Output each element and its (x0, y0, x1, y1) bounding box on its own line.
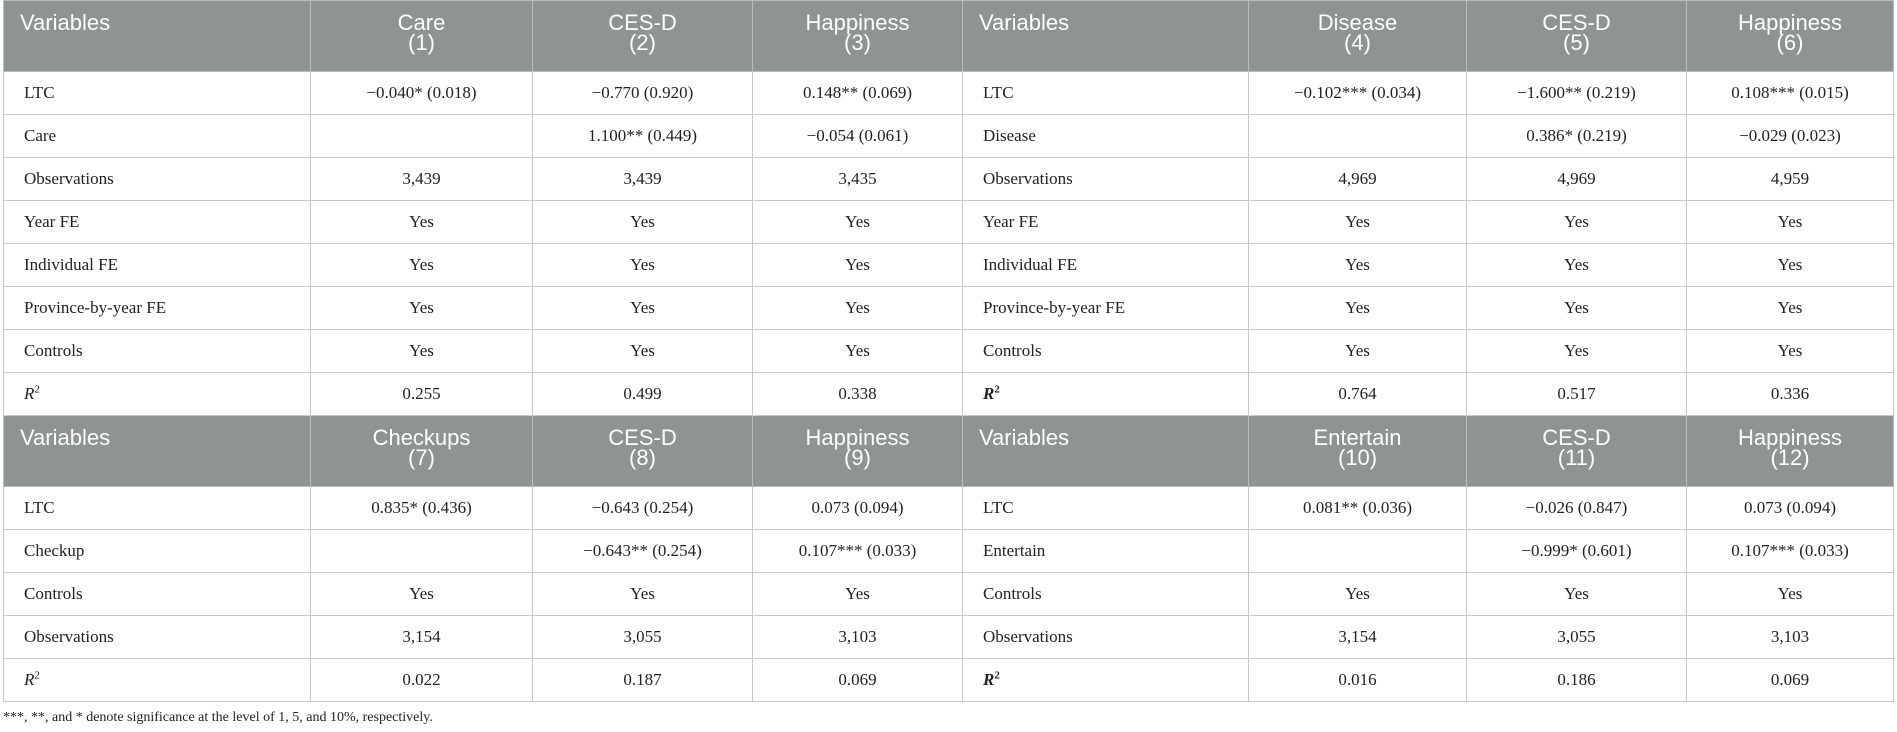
table-row (4, 201, 1894, 244)
column-header-name: CES-D (608, 425, 677, 450)
table-cell: Yes (1467, 244, 1687, 287)
table-cell: 1.100** (0.449) (533, 115, 753, 158)
table-cell: 0.107*** (0.033) (1687, 530, 1894, 573)
column-header-number: (2) (629, 30, 656, 55)
column-header-name: Entertain (1313, 425, 1402, 450)
table-cell: Yes (1467, 287, 1687, 330)
row-label: Care (4, 115, 311, 158)
table-cell: 0.338 (753, 373, 963, 416)
row-label: Controls (963, 330, 1249, 373)
column-header-number: (9) (844, 445, 871, 470)
row-label: LTC (4, 487, 311, 530)
table-cell: Yes (311, 201, 533, 244)
table-cell: Yes (1249, 201, 1467, 244)
column-header-number: (8) (629, 445, 656, 470)
column-header-name: CES-D (1542, 10, 1611, 35)
r-squared-label: $R^2$ (24, 669, 40, 690)
row-label: Year FE (4, 201, 311, 244)
table-cell: 0.255 (311, 373, 533, 416)
table-cell: Yes (1687, 330, 1894, 373)
regression-table (3, 0, 1894, 702)
header-variables-label: Variables (4, 416, 311, 487)
table-cell: 0.069 (753, 659, 963, 702)
row-label: Controls (4, 330, 311, 373)
table-cell: 0.069 (1687, 659, 1894, 702)
row-label: Disease (963, 115, 1249, 158)
table-cell: 0.081** (0.036) (1249, 487, 1467, 530)
table-cell: Yes (1467, 573, 1687, 616)
table-row (4, 72, 1894, 115)
row-label: Observations (963, 616, 1249, 659)
row-label (4, 659, 311, 702)
table-cell: Yes (1467, 330, 1687, 373)
row-label: Observations (4, 616, 311, 659)
table-cell: Yes (1467, 201, 1687, 244)
row-label: Province-by-year FE (963, 287, 1249, 330)
table-cell: Yes (311, 573, 533, 616)
table-cell: Yes (1687, 244, 1894, 287)
table-cell: 0.148** (0.069) (753, 72, 963, 115)
table-cell: 4,959 (1687, 158, 1894, 201)
table-cell: Yes (533, 573, 753, 616)
table-cell: 4,969 (1249, 158, 1467, 201)
column-header (1687, 1, 1894, 72)
table-cell: −0.643** (0.254) (533, 530, 753, 573)
table-row (4, 330, 1894, 373)
table-row (4, 158, 1894, 201)
table-cell: 3,103 (753, 616, 963, 659)
column-header-name: CES-D (608, 10, 677, 35)
row-label: Entertain (963, 530, 1249, 573)
table-cell: −0.054 (0.061) (753, 115, 963, 158)
column-header-number: (10) (1337, 445, 1378, 470)
column-header-name: Checkups (372, 425, 471, 450)
table-cell (1249, 115, 1467, 158)
table-cell: 0.186 (1467, 659, 1687, 702)
table-cell: Yes (1687, 287, 1894, 330)
row-label: LTC (963, 72, 1249, 115)
table-row (4, 530, 1894, 573)
column-header-name: Disease (1317, 10, 1398, 35)
header-variables-label: Variables (963, 416, 1249, 487)
r-squared-label: $R^2$ (983, 383, 1000, 404)
r-squared-label: $R^2$ (24, 383, 40, 404)
row-label: Individual FE (963, 244, 1249, 287)
table-cell: Yes (753, 573, 963, 616)
table-row (4, 373, 1894, 416)
row-label: Observations (963, 158, 1249, 201)
table-cell: Yes (311, 244, 533, 287)
table-cell: 0.336 (1687, 373, 1894, 416)
column-header-number: (12) (1770, 445, 1810, 470)
r-squared-label: $R^2$ (983, 669, 1000, 690)
row-label: Observations (4, 158, 311, 201)
table-cell: 3,439 (311, 158, 533, 201)
table-row (4, 487, 1894, 530)
column-header (1249, 1, 1467, 72)
table-cell: −0.999* (0.601) (1467, 530, 1687, 573)
column-header-number: (1) (408, 30, 435, 55)
column-header (753, 416, 963, 487)
table-row (4, 244, 1894, 287)
row-label: Controls (963, 573, 1249, 616)
column-header (1249, 416, 1467, 487)
table-cell: Yes (1249, 573, 1467, 616)
table-cell: 3,154 (1249, 616, 1467, 659)
table-cell: Yes (533, 244, 753, 287)
table-cell: Yes (533, 201, 753, 244)
column-header (533, 416, 753, 487)
row-label: Year FE (963, 201, 1249, 244)
table-cell: 0.022 (311, 659, 533, 702)
column-header (533, 1, 753, 72)
column-header (311, 1, 533, 72)
row-label: LTC (4, 72, 311, 115)
table-cell: Yes (1687, 573, 1894, 616)
column-header-number: (4) (1344, 30, 1371, 55)
panel-header-row (4, 1, 1894, 72)
table-cell: 3,055 (533, 616, 753, 659)
table-row (4, 287, 1894, 330)
row-label: Checkup (4, 530, 311, 573)
table-cell: Yes (311, 287, 533, 330)
panel-header-row (4, 416, 1894, 487)
column-header-name: CES-D (1542, 425, 1611, 450)
row-label (4, 373, 311, 416)
table-cell: −0.029 (0.023) (1687, 115, 1894, 158)
table-cell: Yes (1249, 330, 1467, 373)
table-cell: Yes (753, 201, 963, 244)
table-cell: Yes (753, 244, 963, 287)
table-cell: Yes (1249, 244, 1467, 287)
table-cell: 0.108*** (0.015) (1687, 72, 1894, 115)
table-cell: −0.643 (0.254) (533, 487, 753, 530)
table-cell: 0.016 (1249, 659, 1467, 702)
column-header (753, 1, 963, 72)
table-cell: −0.040* (0.018) (311, 72, 533, 115)
table-cell: Yes (533, 330, 753, 373)
column-header-name: Happiness (805, 425, 910, 450)
header-variables-label: Variables (963, 1, 1249, 72)
table-cell: 0.835* (0.436) (311, 487, 533, 530)
table-cell: 0.386* (0.219) (1467, 115, 1687, 158)
row-label: Province-by-year FE (4, 287, 311, 330)
column-header-number: (3) (844, 30, 871, 55)
table-cell (1249, 530, 1467, 573)
column-header (1467, 416, 1687, 487)
table-cell: Yes (753, 330, 963, 373)
table-cell: 0.764 (1249, 373, 1467, 416)
table-cell: 3,435 (753, 158, 963, 201)
row-label (963, 373, 1249, 416)
column-header-name: Care (397, 10, 446, 35)
significance-footnote: ***, **, and * denote significance at the level of 1, 5, and 10%, respectively. (3, 710, 433, 725)
table-cell: 0.517 (1467, 373, 1687, 416)
table-cell: 0.107*** (0.033) (753, 530, 963, 573)
table-cell: 3,055 (1467, 616, 1687, 659)
column-header (311, 416, 533, 487)
table-row (4, 115, 1894, 158)
table-cell: 4,969 (1467, 158, 1687, 201)
column-header-name: Happiness (1738, 10, 1842, 35)
column-header (1687, 416, 1894, 487)
table-row (4, 616, 1894, 659)
table-cell: 0.187 (533, 659, 753, 702)
column-header-name: Happiness (1738, 425, 1842, 450)
table-cell: Yes (533, 287, 753, 330)
table-cell (311, 530, 533, 573)
table-cell: Yes (1249, 287, 1467, 330)
column-header-name: Happiness (805, 10, 910, 35)
table-cell: 0.073 (0.094) (753, 487, 963, 530)
table-cell: −0.026 (0.847) (1467, 487, 1687, 530)
column-header (1467, 1, 1687, 72)
column-header-number: (11) (1557, 445, 1596, 470)
row-label: Individual FE (4, 244, 311, 287)
table-row (4, 573, 1894, 616)
table-cell: 0.499 (533, 373, 753, 416)
column-header-number: (6) (1776, 30, 1804, 55)
table-cell: Yes (753, 287, 963, 330)
table-cell: 0.073 (0.094) (1687, 487, 1894, 530)
table-row (4, 659, 1894, 702)
table-cell: 3,154 (311, 616, 533, 659)
column-header-number: (5) (1563, 30, 1590, 55)
table-cell: −1.600** (0.219) (1467, 72, 1687, 115)
table-cell: Yes (1687, 201, 1894, 244)
row-label (963, 659, 1249, 702)
table-cell: −0.102*** (0.034) (1249, 72, 1467, 115)
table-cell: Yes (311, 330, 533, 373)
row-label: Controls (4, 573, 311, 616)
column-header-number: (7) (408, 445, 435, 470)
table-cell: 3,103 (1687, 616, 1894, 659)
table-cell: −0.770 (0.920) (533, 72, 753, 115)
table-cell: 3,439 (533, 158, 753, 201)
header-variables-label: Variables (4, 1, 311, 72)
table-cell (311, 115, 533, 158)
row-label: LTC (963, 487, 1249, 530)
